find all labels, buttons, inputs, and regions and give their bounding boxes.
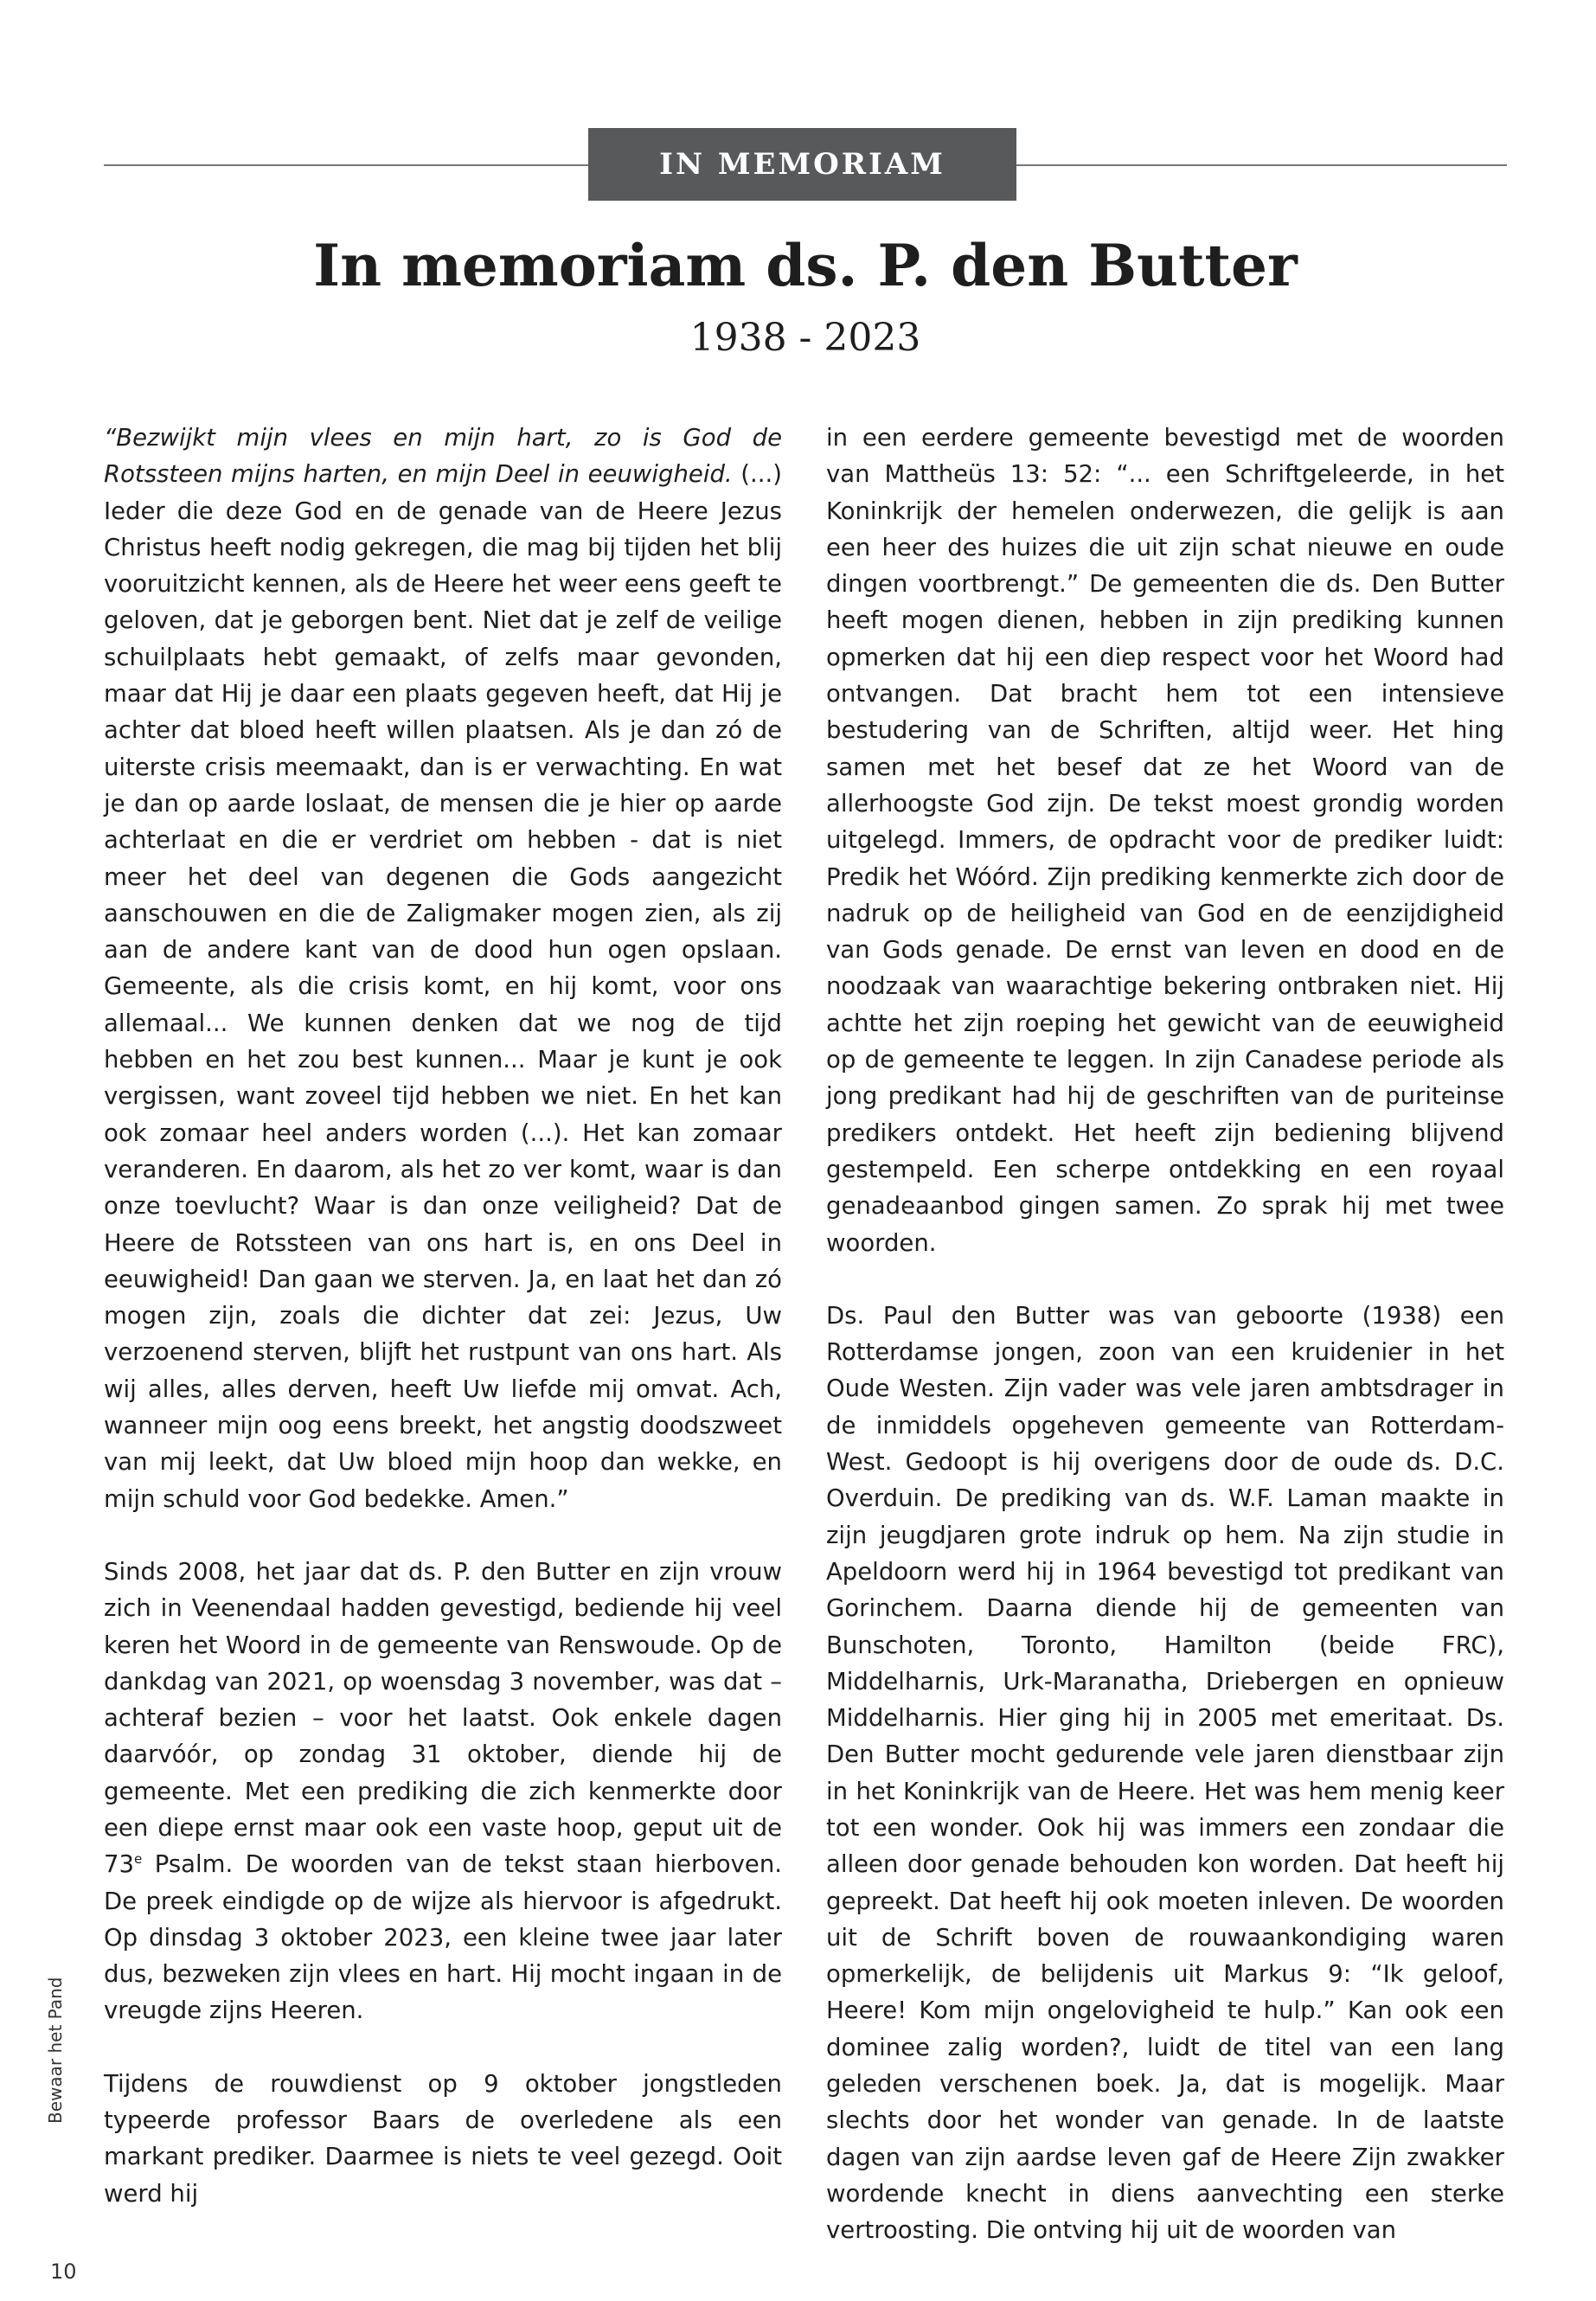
paragraph bbox=[104, 1554, 782, 2029]
ordinal-superscript: e bbox=[134, 1851, 143, 1868]
paragraph: in een eerdere gemeente bevestigd met de woorden van Mattheüs 13: 52: “... een Schriftgeleerde, in het Koninkrijk der hemelen onderwezen, die gelijk is aan een heer des huizes die uit zijn schat nieuwe en oude dingen voortbrengt.” De gemeenten die ds. Den Butter heeft mogen dienen, hebben in zijn prediking kunnen opmerken dat hij een diep respect voor het Woord had ontvangen. Dat bracht hem tot een intensieve bestudering van de Schriften, altijd weer. Het hing samen met het besef dat ze het Woord van de allerhoogste God zijn. De tekst moest grondig worden uitgelegd. Immers, de opdracht voor de prediker luidt: Predik het Wóórd. Zijn prediking kenmerkte zich door de nadruk op de heiligheid van God en de eenzijdigheid van Gods genade. De ernst van leven en dood en de noodzaak van waarachtige bekering ontbraken niet. Hij achtte het zijn roeping het gewicht van de eeuwigheid op de gemeente te leggen. In zijn Canadese periode als jong predikant had hij de geschriften van de puriteinse predikers ontdekt. Het heeft zijn bediening blijvend gestempeld. Een scherpe ontdekking en een royaal genadeaanbod gingen samen. Zo sprak hij met twee woorden. bbox=[826, 424, 1504, 1257]
header-rule-left bbox=[104, 164, 588, 166]
paragraph-part: Sinds 2008, het jaar dat ds. P. den Butter en zijn vrouw zich in Veenendaal hadden gevestigd, bediende hij veel keren het Woord in de gemeente van Renswoude. Op de dankdag van 2021, op woensdag 3 november, was dat – achteraf bezien – voor het laatst. Ook enkele dagen daarvóór, op zondag 31 oktober, diende hij de gemeente. Met een prediking die zich kenmerkte door een diepe ernst maar ook een vaste hoop, geput uit de 73 bbox=[104, 1557, 782, 1879]
header-rule-right bbox=[1016, 164, 1507, 166]
paragraph: Ds. Paul den Butter was van geboorte (1938) een Rotterdamse jongen, zoon van een kruidenier in het Oude Westen. Zijn vader was vele jaren ambtsdrager in de inmiddels opgeheven gemeente van Rotterdam-West. Gedoopt is hij overigens door de oude ds. D.C. Overduin. De prediking van ds. W.F. Laman maakte in zijn jeugdjaren grote indruk op hem. Na zijn studie in Apeldoorn werd hij in 1964 bevestigd tot predikant van Gorinchem. Daarna diende hij de gemeenten van Bunschoten, Toronto, Hamilton (beide FRC), Middelharnis, Urk-Maranatha, Driebergen en opnieuw Middelharnis. Hier ging hij in 2005 met emeritaat. Ds. Den Butter mocht gedurende vele jaren dienstbaar zijn in het Koninkrijk van de Heere. Het was hem menig keer tot een wonder. Ook hij was immers een zondaar die alleen door genade behouden kon worden. Dat heeft hij gepreekt. Dat heeft hij ook moeten inleven. De woorden uit de Schrift boven de rouwaankondiging waren opmerkelijk, de belijdenis uit Markus 9: “Ik geloof, Heere! Kom mijn ongelovigheid te hulp.” Kan ook een dominee zalig worden?, luidt de titel van een lang geleden verschenen boek. Ja, dat is mogelijk. Maar slechts door het wonder van genade. In de laatste dagen van zijn aardse leven gaf de Heere Zijn zwakker wordende knecht in diens aanvechting een sterke vertroosting. Die ontving hij uit de woorden van bbox=[826, 1301, 1504, 2245]
article-years: 1938 - 2023 bbox=[689, 316, 921, 360]
page-number: 10 bbox=[50, 2259, 77, 2284]
paragraph-part: Psalm. De woorden van de tekst staan hierboven. De preek eindigde op de wijze als hiervoor is afgedrukt. Op dinsdag 3 oktober 2023, een kleine twee jaar later dus, bezweken zijn vlees en hart. Hij mocht ingaan in de vreugde zijns Heeren. bbox=[104, 1850, 782, 2025]
article-title: In memoriam ds. P. den Butter bbox=[313, 232, 1298, 299]
publication-name: Bewaar het Pand bbox=[45, 1977, 66, 2124]
sermon-quote bbox=[104, 420, 782, 1517]
section-label: IN MEMORIAM bbox=[588, 128, 1016, 201]
paragraph: Tijdens de rouwdienst op 9 oktober jongstleden typeerde professor Baars de overledene als een markant prediker. Daarmee is niets te veel gezegd. Ooit werd hij bbox=[104, 2069, 782, 2208]
quote-italic: “Bezwijkt mijn vlees en mijn hart, zo is God de Rotssteen mijns harten, en mijn Deel in eeuwigheid. bbox=[104, 424, 782, 489]
left-column bbox=[104, 420, 782, 2248]
quote-rest: (...) Ieder die deze God en de genade van de Heere Jezus Christus heeft nodig gekregen, die mag bij tijden het blij vooruitzicht kennen, als de Heere het weer eens geeft te geloven, dat je geborgen bent. Niet dat je zelf de veilige schuilplaats hebt gemaakt, of zelfs maar gevonden, maar dat Hij je daar een plaats gegeven heeft, dat Hij je achter dat bloed heeft willen plaatsen. Als je dan zó de uiterste crisis meemaakt, dan is er verwachting. En wat je dan op aarde loslaat, de mensen die je hier op aarde achterlaat en die er verdriet om hebben - dat is niet meer het deel van degenen die Gods aangezicht aanschouwen en die de Zaligmaker mogen zien, als zij aan de andere kant van de dood hun ogen opslaan. Gemeente, als die crisis komt, en hij komt, voor ons allemaal... We kunnen denken dat we nog de tijd hebben en het zou best kunnen... Maar je kunt je ook vergissen, want zoveel tijd hebben we niet. En het kan ook zomaar heel anders worden (...). Het kan zomaar veranderen. En daarom, als het zo ver komt, waar is dan onze toevlucht? Waar is dan onze veiligheid? Dat de Heere de Rotssteen van ons hart is, en ons Deel in eeuwigheid! Dan gaan we sterven. Ja, en laat het dan zó mogen zijn, zoals die dichter dat zei: Jezus, Uw verzoenend sterven, blijft het rustpunt van ons hart. Als wij alles, alles derven, heeft Uw liefde mij omvat. Ach, wanneer mijn oog eens breekt, het angstig doodszweet van mij leekt, dat Uw bloed mijn hoop dan wekke, en mijn schuld voor God bedekke. Amen.” bbox=[104, 460, 782, 1513]
right-column bbox=[826, 420, 1504, 2285]
